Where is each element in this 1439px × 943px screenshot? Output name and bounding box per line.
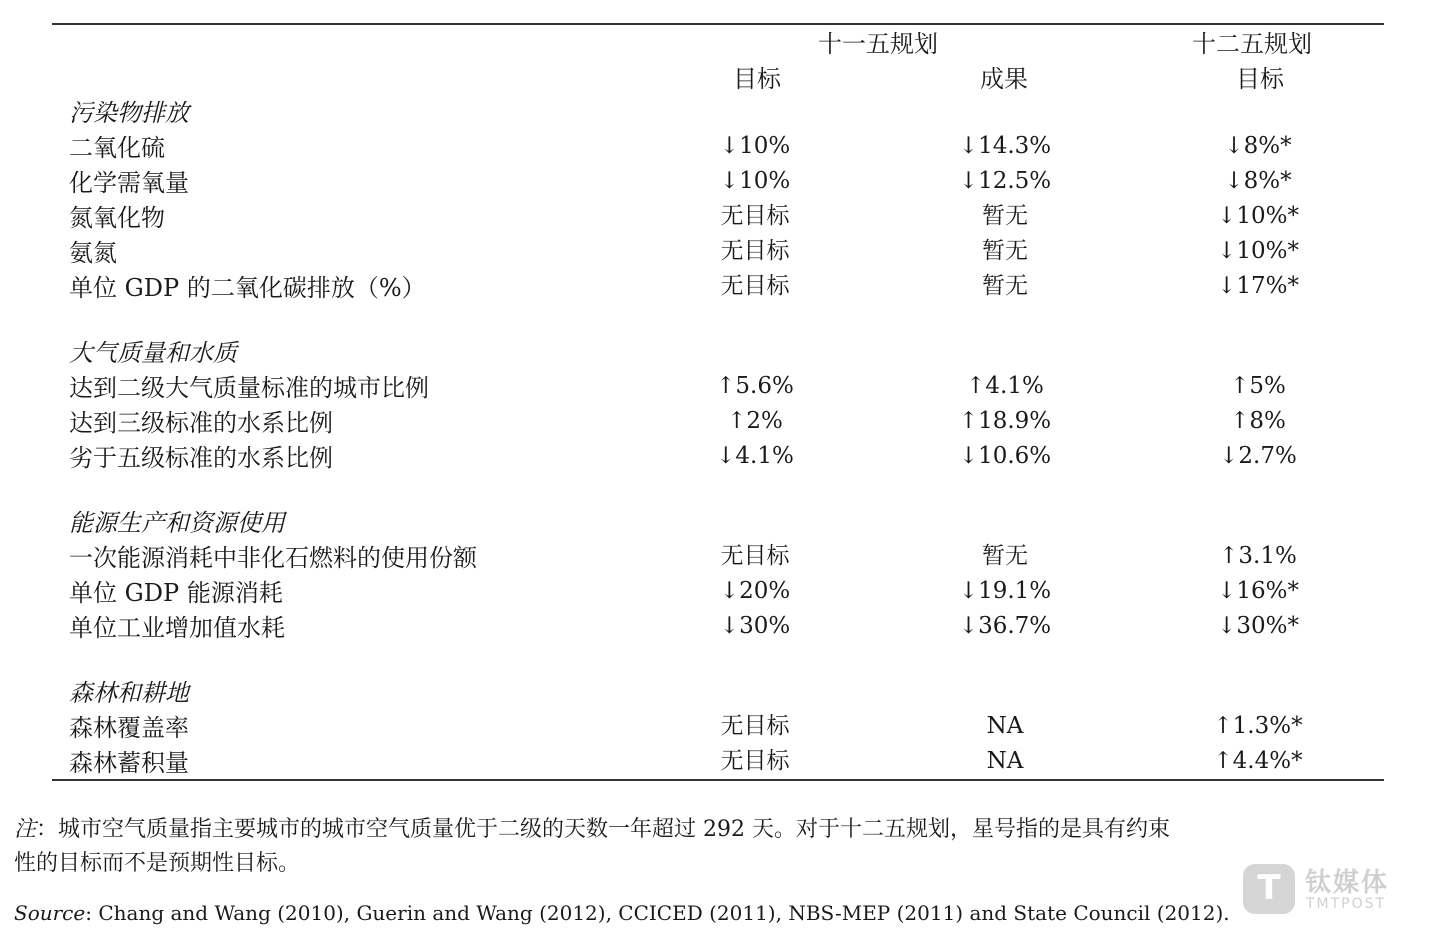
row-label: 氮氧化物 xyxy=(69,204,165,232)
row-label: 二氧化硫 xyxy=(69,134,165,162)
section-title: 污染物排放 xyxy=(69,99,189,127)
logo-glyph: T xyxy=(1257,868,1281,908)
table-note-cont xyxy=(14,847,300,881)
cell-result-11: 暂无 xyxy=(982,273,1028,299)
cell-target-12: ↑3.1% xyxy=(1219,543,1297,569)
row-label: 一次能源消耗中非化石燃料的使用份额 xyxy=(69,544,477,572)
row-label: 单位 GDP 能源消耗 xyxy=(69,579,283,607)
note-line-1: ：城市空气质量指主要城市的城市空气质量优于二级的天数一年超过 292 天。对于十二五规划，星号指的是具有约束 xyxy=(36,817,1170,842)
header-plan-12: 十二五规划 xyxy=(1192,30,1312,58)
cell-target-11: ↑2% xyxy=(727,408,783,434)
header-target-12: 目标 xyxy=(1236,65,1284,93)
cell-target-11: ↓4.1% xyxy=(716,443,794,469)
table-note xyxy=(14,813,1170,847)
cell-result-11: 暂无 xyxy=(982,543,1028,569)
row-label: 氨氮 xyxy=(69,239,117,267)
cell-target-12: ↑4.4%* xyxy=(1213,748,1303,774)
cell-target-12: ↓2.7% xyxy=(1219,443,1297,469)
cell-target-12: ↓10%* xyxy=(1217,238,1299,264)
table-top-rule xyxy=(52,23,1384,25)
cell-result-11: 暂无 xyxy=(982,203,1028,229)
cell-target-11: 无目标 xyxy=(720,203,790,229)
source-prefix: Source xyxy=(14,901,86,925)
row-label: 单位 GDP 的二氧化碳排放（%） xyxy=(69,274,426,302)
note-prefix: 注 xyxy=(14,817,37,842)
row-label: 单位工业增加值水耗 xyxy=(69,614,285,642)
cell-target-12: ↑8% xyxy=(1230,408,1286,434)
cell-target-12: ↓30%* xyxy=(1217,613,1299,639)
cell-result-11: NA xyxy=(986,748,1024,774)
cell-target-11: 无目标 xyxy=(720,543,790,569)
cell-target-11: 无目标 xyxy=(720,273,790,299)
row-label: 森林覆盖率 xyxy=(69,714,189,742)
cell-target-12: ↓17%* xyxy=(1217,273,1299,299)
cell-target-11: ↓10% xyxy=(719,168,791,194)
logo-en-text: TMTPOST xyxy=(1306,896,1387,912)
cell-target-11: 无目标 xyxy=(720,713,790,739)
cell-target-11: 无目标 xyxy=(720,748,790,774)
cell-result-11: ↑18.9% xyxy=(958,408,1052,434)
cell-target-11: ↓20% xyxy=(719,578,791,604)
header-plan-11: 十一五规划 xyxy=(818,30,938,58)
cell-result-11: ↑4.1% xyxy=(966,373,1044,399)
cell-result-11: ↓36.7% xyxy=(958,613,1052,639)
section-title: 大气质量和水质 xyxy=(69,339,237,367)
row-label: 化学需氧量 xyxy=(69,169,189,197)
header-result-11: 成果 xyxy=(980,65,1028,93)
section-title: 能源生产和资源使用 xyxy=(69,509,285,537)
cell-result-11: ↓19.1% xyxy=(958,578,1052,604)
cell-result-11: ↓14.3% xyxy=(958,133,1052,159)
cell-result-11: ↓10.6% xyxy=(958,443,1052,469)
cell-target-12: ↓10%* xyxy=(1217,203,1299,229)
note-line-2: 性的目标而不是预期性目标。 xyxy=(14,851,301,876)
tmtpost-logo-icon xyxy=(1243,864,1295,914)
cell-target-12: ↓8%* xyxy=(1224,168,1292,194)
cell-target-11: ↑5.6% xyxy=(716,373,794,399)
cell-target-11: 无目标 xyxy=(720,238,790,264)
cell-target-12: ↓16%* xyxy=(1217,578,1299,604)
row-label: 达到二级大气质量标准的城市比例 xyxy=(69,374,429,402)
tmtpost-watermark xyxy=(1243,862,1423,918)
cell-target-11: ↓10% xyxy=(719,133,791,159)
section-title: 森林和耕地 xyxy=(69,679,189,707)
cell-target-12: ↑5% xyxy=(1230,373,1286,399)
row-label: 达到三级标准的水系比例 xyxy=(69,409,333,437)
source-text: : Chang and Wang (2010), Guerin and Wang (2012), CCICED (2011), NBS-MEP (2011) and State Council (2012). xyxy=(85,901,1230,925)
cell-target-12: ↑1.3%* xyxy=(1213,713,1303,739)
row-label: 劣于五级标准的水系比例 xyxy=(69,444,333,472)
header-target-11: 目标 xyxy=(733,65,781,93)
cell-result-11: ↓12.5% xyxy=(958,168,1052,194)
logo-cn-text: 钛媒体 xyxy=(1305,868,1390,898)
table-source xyxy=(14,896,1230,930)
cell-result-11: 暂无 xyxy=(982,238,1028,264)
cell-target-12: ↓8%* xyxy=(1224,133,1292,159)
table-bottom-rule xyxy=(52,779,1384,781)
cell-target-11: ↓30% xyxy=(719,613,791,639)
row-label: 森林蓄积量 xyxy=(69,749,189,777)
cell-result-11: NA xyxy=(986,713,1024,739)
